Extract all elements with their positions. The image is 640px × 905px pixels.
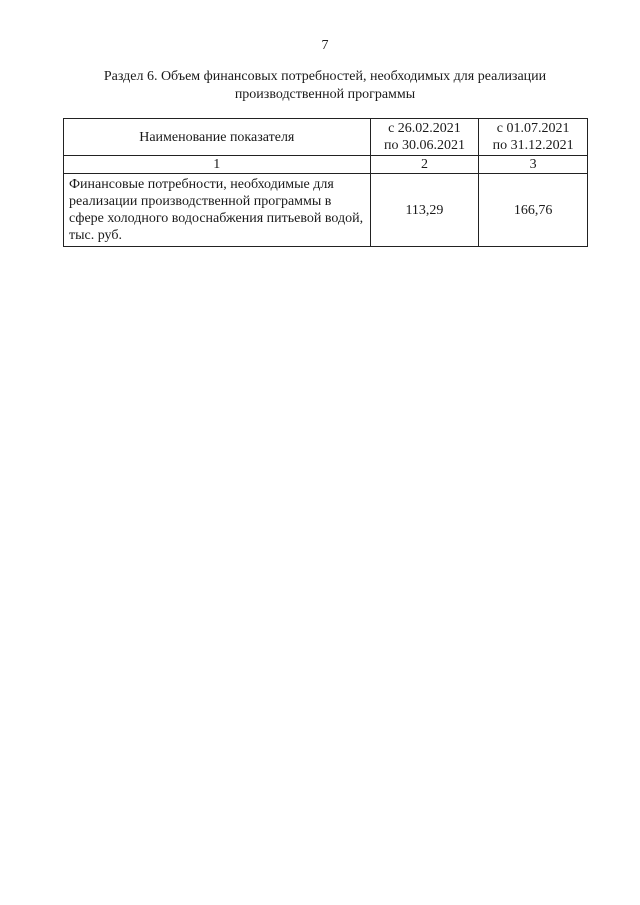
header-period-2 bbox=[479, 119, 588, 156]
header-period-1-from: с 26.02.2021 bbox=[388, 121, 461, 136]
period-1-value-cell: 113,29 bbox=[370, 174, 479, 247]
financial-needs-table bbox=[63, 118, 588, 247]
header-period-1 bbox=[370, 119, 479, 156]
section-title bbox=[60, 68, 590, 104]
header-period-2-from: с 01.07.2021 bbox=[496, 121, 570, 136]
table-row bbox=[64, 174, 588, 247]
header-period-1-to: по 30.06.2021 bbox=[383, 138, 465, 153]
section-title-line-2: производственной программы bbox=[234, 87, 416, 102]
section-title-line-1: Раздел 6. Объем финансовых потребностей, необходимых для реализации bbox=[103, 69, 547, 84]
column-number-3: 3 bbox=[479, 156, 588, 174]
column-number-2: 2 bbox=[370, 156, 479, 174]
header-period-2-to: по 31.12.2021 bbox=[492, 138, 574, 153]
indicator-name-cell: Финансовые потребности, необходимые для реализации производственной программы в сфере холодного водоснабжения питьевой водой, тыс. руб. bbox=[64, 174, 371, 247]
column-number-1: 1 bbox=[64, 156, 371, 174]
period-2-value-cell: 166,76 bbox=[479, 174, 588, 247]
header-indicator-name: Наименование показателя bbox=[64, 119, 371, 156]
page-number: 7 bbox=[321, 38, 329, 53]
column-number-row bbox=[64, 156, 588, 174]
table-header-row bbox=[64, 119, 588, 156]
